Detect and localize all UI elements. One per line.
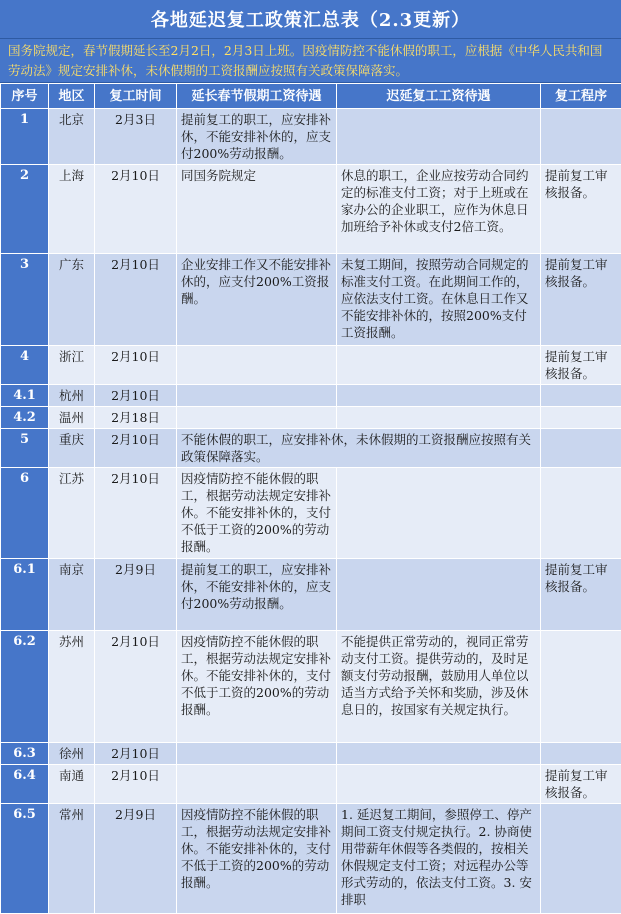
row-extended-pay: 因疫情防控不能休假的职工，根据劳动法规定安排补休。不能安排补休的，支付不低于工资的200%的劳动报酬。 bbox=[177, 631, 337, 743]
row-extended-pay bbox=[177, 346, 337, 385]
row-delayed-pay bbox=[337, 385, 541, 407]
row-region: 广东 bbox=[49, 254, 95, 346]
row-seq: 4 bbox=[1, 346, 49, 385]
row-region: 重庆 bbox=[49, 429, 95, 468]
row-procedure bbox=[541, 631, 621, 743]
row-region: 南京 bbox=[49, 559, 95, 631]
header-extended-pay: 延长春节假期工资待遇 bbox=[177, 84, 337, 109]
header-region: 地区 bbox=[49, 84, 95, 109]
row-date: 2月18日 bbox=[95, 407, 177, 429]
row-region: 江苏 bbox=[49, 468, 95, 559]
row-delayed-pay bbox=[337, 765, 541, 804]
row-region: 北京 bbox=[49, 109, 95, 165]
row-procedure: 提前复工审核报备。 bbox=[541, 165, 621, 254]
header-date: 复工时间 bbox=[95, 84, 177, 109]
row-date: 2月10日 bbox=[95, 165, 177, 254]
row-seq: 2 bbox=[1, 165, 49, 254]
row-seq: 6.5 bbox=[1, 804, 49, 914]
row-seq: 4.1 bbox=[1, 385, 49, 407]
row-procedure bbox=[541, 385, 621, 407]
row-seq: 6 bbox=[1, 468, 49, 559]
row-seq: 1 bbox=[1, 109, 49, 165]
row-extended-pay bbox=[177, 385, 337, 407]
table-row bbox=[1, 346, 621, 385]
row-seq: 6.4 bbox=[1, 765, 49, 804]
table-row bbox=[1, 743, 621, 765]
row-procedure bbox=[541, 804, 621, 914]
table-header-row bbox=[1, 84, 621, 109]
table-row bbox=[1, 109, 621, 165]
row-delayed-pay: 休息的职工，企业应按劳动合同约定的标准支付工资；对于上班或在家办公的企业职工，应作为休息日加班给予补休或支付2倍工资。 bbox=[337, 165, 541, 254]
row-date: 2月10日 bbox=[95, 254, 177, 346]
row-region: 常州 bbox=[49, 804, 95, 914]
row-delayed-pay bbox=[337, 407, 541, 429]
row-procedure: 提前复工审核报备。 bbox=[541, 559, 621, 631]
header-procedure: 复工程序 bbox=[541, 84, 621, 109]
row-extended-pay: 因疫情防控不能休假的职工，根据劳动法规定安排补休。不能安排补休的，支付不低于工资的200%的劳动报酬。 bbox=[177, 804, 337, 914]
row-delayed-pay: 不能提供正常劳动的，视同正常劳动支付工资。提供劳动的，及时足额支付劳动报酬，鼓励用人单位以适当方式给予关怀和奖励，涉及休息日的，按国家有关规定执行。 bbox=[337, 631, 541, 743]
table-row bbox=[1, 407, 621, 429]
row-extended-pay: 不能休假的职工，应安排补休，未休假期的工资报酬应按照有关政策保障落实。 bbox=[177, 429, 541, 468]
document-title: 各地延迟复工政策汇总表（2.3更新） bbox=[0, 0, 621, 39]
row-date: 2月9日 bbox=[95, 804, 177, 914]
table-row bbox=[1, 468, 621, 559]
header-delayed-pay: 迟延复工工资待遇 bbox=[337, 84, 541, 109]
row-extended-pay bbox=[177, 765, 337, 804]
table-row bbox=[1, 559, 621, 631]
row-procedure bbox=[541, 407, 621, 429]
row-date: 2月10日 bbox=[95, 385, 177, 407]
row-region: 浙江 bbox=[49, 346, 95, 385]
row-seq: 6.1 bbox=[1, 559, 49, 631]
table-row bbox=[1, 804, 621, 914]
row-region: 苏州 bbox=[49, 631, 95, 743]
table-row bbox=[1, 254, 621, 346]
row-seq: 4.2 bbox=[1, 407, 49, 429]
table-row bbox=[1, 631, 621, 743]
policy-table bbox=[0, 83, 621, 914]
row-seq: 5 bbox=[1, 429, 49, 468]
row-delayed-pay: 未复工期间，按照劳动合同规定的标准支付工资。在此期间工作的，应依法支付工资。在休息日工作又不能安排补休的，按照200%支付工资报酬。 bbox=[337, 254, 541, 346]
row-region: 上海 bbox=[49, 165, 95, 254]
row-region: 温州 bbox=[49, 407, 95, 429]
row-procedure: 提前复工审核报备。 bbox=[541, 765, 621, 804]
row-procedure bbox=[541, 429, 621, 468]
table-row bbox=[1, 765, 621, 804]
row-delayed-pay bbox=[337, 559, 541, 631]
row-extended-pay: 同国务院规定 bbox=[177, 165, 337, 254]
table-row bbox=[1, 165, 621, 254]
row-date: 2月3日 bbox=[95, 109, 177, 165]
row-region: 徐州 bbox=[49, 743, 95, 765]
row-procedure: 提前复工审核报备。 bbox=[541, 346, 621, 385]
row-delayed-pay bbox=[337, 346, 541, 385]
row-procedure bbox=[541, 743, 621, 765]
row-procedure bbox=[541, 109, 621, 165]
row-extended-pay: 提前复工的职工，应安排补休，不能安排补休的，应支付200%劳动报酬。 bbox=[177, 559, 337, 631]
row-extended-pay: 企业安排工作又不能安排补休的，应支付200%工资报酬。 bbox=[177, 254, 337, 346]
row-region: 南通 bbox=[49, 765, 95, 804]
row-date: 2月10日 bbox=[95, 631, 177, 743]
row-procedure: 提前复工审核报备。 bbox=[541, 254, 621, 346]
table-row bbox=[1, 385, 621, 407]
table-row bbox=[1, 429, 621, 468]
row-extended-pay: 因疫情防控不能休假的职工，根据劳动法规定安排补休。不能安排补休的，支付不低于工资的200%的劳动报酬。 bbox=[177, 468, 337, 559]
row-procedure bbox=[541, 468, 621, 559]
header-seq: 序号 bbox=[1, 84, 49, 109]
row-date: 2月10日 bbox=[95, 765, 177, 804]
row-extended-pay bbox=[177, 743, 337, 765]
row-delayed-pay bbox=[337, 468, 541, 559]
row-extended-pay: 提前复工的职工，应安排补休，不能安排补休的，应支付200%劳动报酬。 bbox=[177, 109, 337, 165]
row-delayed-pay: 1. 延迟复工期间，参照停工、停产期间工资支付规定执行。2. 协商使用带薪年休假等各类假的，按相关休假规定支付工资；对远程办公等形式劳动的，依法支付工资。3. 安排职 bbox=[337, 804, 541, 914]
row-delayed-pay bbox=[337, 109, 541, 165]
row-extended-pay bbox=[177, 407, 337, 429]
row-delayed-pay bbox=[337, 743, 541, 765]
row-date: 2月10日 bbox=[95, 468, 177, 559]
state-council-notice: 国务院规定，春节假期延长至2月2日，2月3日上班。因疫情防控不能休假的职工，应根据《中华人民共和国劳动法》规定安排补休，未休假期的工资报酬应按照有关政策保障落实。 bbox=[0, 39, 621, 83]
row-date: 2月10日 bbox=[95, 346, 177, 385]
row-date: 2月10日 bbox=[95, 743, 177, 765]
row-region: 杭州 bbox=[49, 385, 95, 407]
row-seq: 6.3 bbox=[1, 743, 49, 765]
row-date: 2月9日 bbox=[95, 559, 177, 631]
row-seq: 3 bbox=[1, 254, 49, 346]
row-seq: 6.2 bbox=[1, 631, 49, 743]
row-date: 2月10日 bbox=[95, 429, 177, 468]
